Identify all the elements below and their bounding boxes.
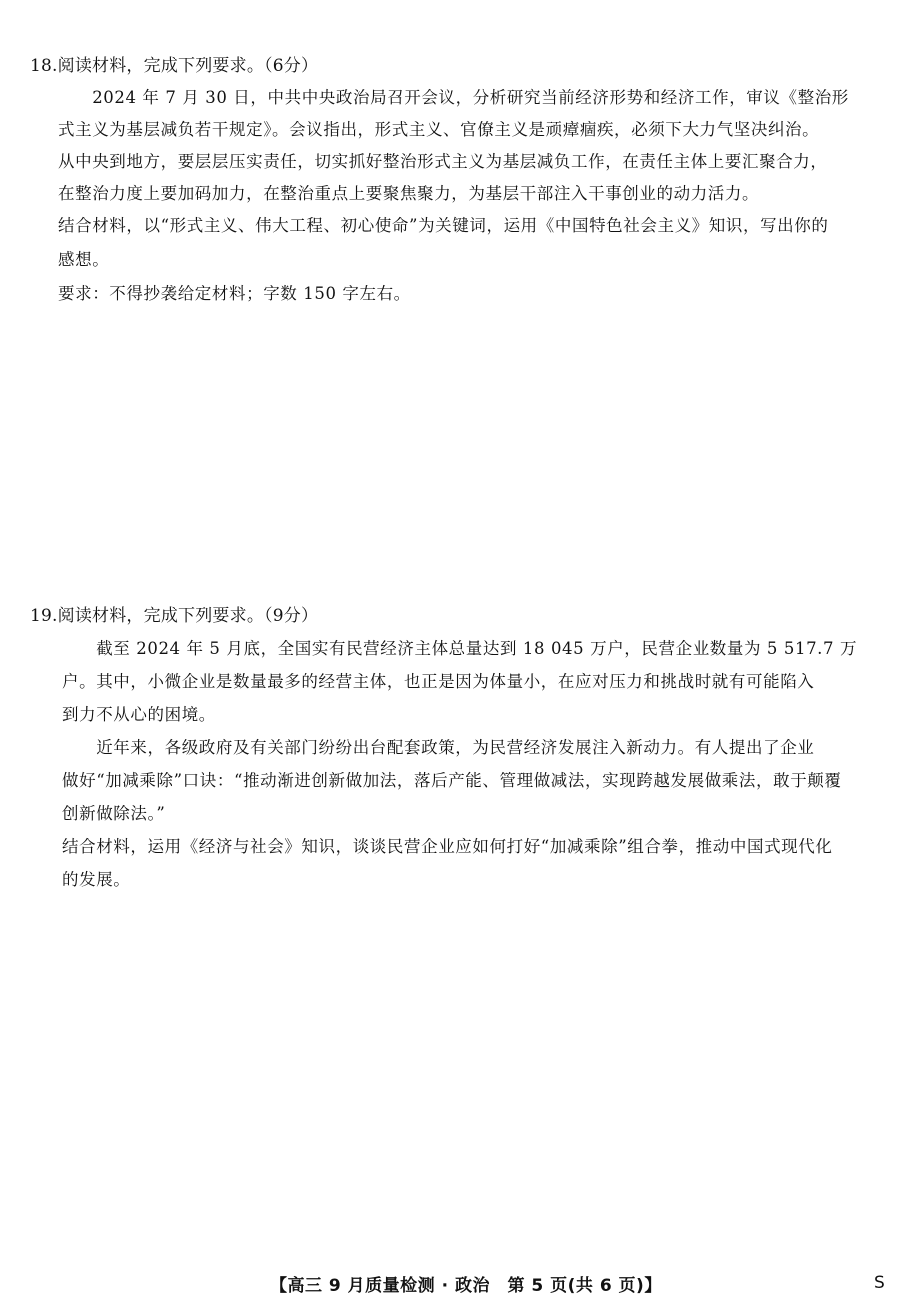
question-19-line-6: 创新做除法。” (62, 804, 166, 823)
question-18-line-6: 感想。 (58, 250, 110, 269)
question-18-heading: 18.阅读材料，完成下列要求。（6分） (30, 56, 319, 76)
question-19-line-2: 户。其中，小微企业是数量最多的经营主体，也正是因为体量小，在应对压力和挑战时就有可能陷入 (62, 672, 815, 691)
question-18-line-1: 2024 年 7 月 30 日，中共中央政治局召开会议，分析研究当前经济形势和经济工作，审议《整治形 (58, 88, 849, 107)
question-19-line-4: 近年来，各级政府及有关部门纷纷出台配套政策，为民营经济发展注入新动力。有人提出了企业 (62, 738, 815, 757)
page-footer (0, 1271, 900, 1295)
question-19-line-5: 做好“加减乘除”口诀：“推动渐进创新做加法，落后产能、管理做减法，实现跨越发展做乘法，敢于颠覆 (62, 771, 842, 790)
question-19-line-3: 到力不从心的困境。 (62, 705, 216, 724)
question-19-line-1: 截至 2024 年 5 月底，全国实有民营经济主体总量达到 18 045 万户，民营企业数量为 5 517.7 万 (62, 639, 858, 658)
question-18-line-2: 式主义为基层减负若干规定》。会议指出，形式主义、官僚主义是顽瘴痼疾，必须下大力气坚决纠治。 (58, 120, 820, 139)
question-18-line-3: 从中央到地方，要层层压实责任，切实抓好整治形式主义为基层减负工作，在责任主体上要汇聚合力， (58, 152, 828, 171)
footer-title: 【高三 9 月质量检测 · 政治 第 5 页(共 6 页)】 (270, 1276, 662, 1296)
question-19-line-7: 结合材料，运用《经济与社会》知识，谈谈民营企业应如何打好“加减乘除”组合拳，推动中国式现代化 (62, 837, 833, 856)
question-18-requirement: 要求：不得抄袭给定材料；字数 150 字左右。 (58, 284, 411, 303)
question-19-heading: 19.阅读材料，完成下列要求。（9分） (30, 606, 319, 626)
footer-mark: S (874, 1273, 885, 1293)
question-19-line-8: 的发展。 (62, 870, 131, 889)
question-18-line-5: 结合材料，以“形式主义、伟大工程、初心使命”为关键词，运用《中国特色社会主义》知识，写出你的 (58, 216, 829, 235)
question-18-line-4: 在整治力度上要加码加力，在整治重点上要聚焦聚力，为基层干部注入干事创业的动力活力。 (58, 184, 760, 203)
